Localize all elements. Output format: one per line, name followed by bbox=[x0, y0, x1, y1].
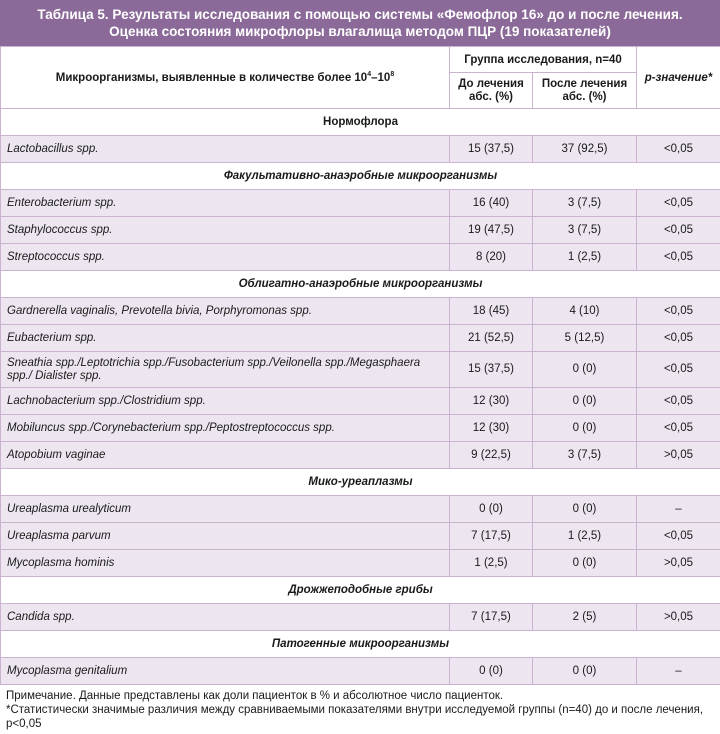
table-row bbox=[1, 244, 720, 271]
cell-organism: Mobiluncus spp./Corynebacterium spp./Peptostreptococcus spp. bbox=[1, 415, 450, 442]
cell-organism: Lactobacillus spp. bbox=[1, 136, 450, 163]
table-title-line1: Таблица 5. Результаты исследования с помощью системы «Фемофлор 16» до и после лечения. bbox=[37, 7, 683, 22]
cell-p-value: – bbox=[637, 658, 720, 685]
cell-p-value: <0,05 bbox=[637, 136, 720, 163]
cell-p-value: <0,05 bbox=[637, 190, 720, 217]
cell-after: 0 (0) bbox=[533, 550, 637, 577]
cell-before: 0 (0) bbox=[450, 496, 533, 523]
header-group: Группа исследования, n=40 bbox=[450, 47, 637, 73]
cell-after: 3 (7,5) bbox=[533, 190, 637, 217]
table-row bbox=[1, 523, 720, 550]
cell-after: 0 (0) bbox=[533, 658, 637, 685]
cell-organism: Gardnerella vaginalis, Prevotella bivia, Porphyromonas spp. bbox=[1, 298, 450, 325]
header-before-line1: До лечения bbox=[458, 77, 524, 90]
table-row bbox=[1, 352, 720, 388]
cell-organism: Mycoplasma genitalium bbox=[1, 658, 450, 685]
section-title: Нормофлора bbox=[1, 109, 720, 136]
cell-before: 18 (45) bbox=[450, 298, 533, 325]
cell-p-value: <0,05 bbox=[637, 325, 720, 352]
cell-before: 21 (52,5) bbox=[450, 325, 533, 352]
data-table bbox=[0, 46, 720, 685]
section-header-row bbox=[1, 469, 720, 496]
cell-before: 9 (22,5) bbox=[450, 442, 533, 469]
cell-after: 1 (2,5) bbox=[533, 523, 637, 550]
cell-p-value: >0,05 bbox=[637, 604, 720, 631]
table-row bbox=[1, 550, 720, 577]
cell-after: 0 (0) bbox=[533, 388, 637, 415]
table-row bbox=[1, 442, 720, 469]
cell-before: 0 (0) bbox=[450, 658, 533, 685]
cell-before: 12 (30) bbox=[450, 388, 533, 415]
section-header-row bbox=[1, 631, 720, 658]
table-row bbox=[1, 136, 720, 163]
cell-before: 1 (2,5) bbox=[450, 550, 533, 577]
cell-p-value: <0,05 bbox=[637, 352, 720, 388]
header-col1-mid: –10 bbox=[371, 71, 391, 84]
cell-before: 8 (20) bbox=[450, 244, 533, 271]
table-title bbox=[0, 0, 720, 46]
section-header-row bbox=[1, 577, 720, 604]
cell-organism: Mycoplasma hominis bbox=[1, 550, 450, 577]
table-row bbox=[1, 496, 720, 523]
cell-before: 15 (37,5) bbox=[450, 136, 533, 163]
table-notes bbox=[0, 685, 720, 731]
cell-p-value: <0,05 bbox=[637, 217, 720, 244]
table-row bbox=[1, 217, 720, 244]
cell-organism: Atopobium vaginae bbox=[1, 442, 450, 469]
header-microorganisms bbox=[1, 47, 450, 109]
cell-organism: Sneathia spp./Leptotrichia spp./Fusobacterium spp./Veilonella spp./Megasphaera spp./ Dialister spp. bbox=[1, 352, 450, 388]
section-header-row bbox=[1, 109, 720, 136]
note-line1: Примечание. Данные представлены как доли пациенток в % и абсолютное число пациенток. bbox=[6, 690, 504, 702]
cell-after: 1 (2,5) bbox=[533, 244, 637, 271]
table-row bbox=[1, 298, 720, 325]
header-before-line2: абс. (%) bbox=[468, 90, 514, 103]
table-header bbox=[1, 47, 720, 109]
cell-after: 3 (7,5) bbox=[533, 217, 637, 244]
cell-p-value: <0,05 bbox=[637, 298, 720, 325]
cell-p-value: <0,05 bbox=[637, 415, 720, 442]
cell-organism: Staphylococcus spp. bbox=[1, 217, 450, 244]
section-title: Облигатно-анаэробные микроорганизмы bbox=[1, 271, 720, 298]
cell-before: 12 (30) bbox=[450, 415, 533, 442]
cell-p-value: <0,05 bbox=[637, 523, 720, 550]
table-row bbox=[1, 604, 720, 631]
table-row bbox=[1, 388, 720, 415]
cell-before: 7 (17,5) bbox=[450, 604, 533, 631]
section-title: Факультативно-анаэробные микроорганизмы bbox=[1, 163, 720, 190]
cell-before: 19 (47,5) bbox=[450, 217, 533, 244]
header-after bbox=[533, 73, 637, 109]
table-row bbox=[1, 325, 720, 352]
cell-before: 16 (40) bbox=[450, 190, 533, 217]
cell-before: 7 (17,5) bbox=[450, 523, 533, 550]
cell-after: 2 (5) bbox=[533, 604, 637, 631]
cell-before: 15 (37,5) bbox=[450, 352, 533, 388]
cell-organism: Lachnobacterium spp./Clostridium spp. bbox=[1, 388, 450, 415]
section-title: Дрожжеподобные грибы bbox=[1, 577, 720, 604]
table-row bbox=[1, 190, 720, 217]
table-title-line2: Оценка состояния микрофлоры влагалища методом ПЦР (19 показателей) bbox=[109, 24, 611, 39]
cell-after: 0 (0) bbox=[533, 415, 637, 442]
cell-p-value: <0,05 bbox=[637, 388, 720, 415]
cell-after: 4 (10) bbox=[533, 298, 637, 325]
table-row bbox=[1, 658, 720, 685]
header-p-value: p-значение* bbox=[637, 47, 720, 109]
note-line2: *Статистически значимые различия между сравниваемыми показателями внутри исследуемой группы (n=40) до и после лечения, p<0,05 bbox=[6, 704, 704, 730]
section-header-row bbox=[1, 163, 720, 190]
header-after-line2: абс. (%) bbox=[562, 90, 607, 103]
cell-organism: Streptococcus spp. bbox=[1, 244, 450, 271]
cell-after: 0 (0) bbox=[533, 496, 637, 523]
cell-after: 37 (92,5) bbox=[533, 136, 637, 163]
cell-organism: Eubacterium spp. bbox=[1, 325, 450, 352]
header-col1-text: Микроорганизмы, выявленные в количестве более 10 bbox=[55, 71, 368, 84]
table-row bbox=[1, 415, 720, 442]
header-col1-sup1: 4 bbox=[367, 71, 372, 79]
cell-organism: Enterobacterium spp. bbox=[1, 190, 450, 217]
cell-organism: Ureaplasma urealyticum bbox=[1, 496, 450, 523]
table-body bbox=[1, 109, 720, 685]
section-title: Мико-уреаплазмы bbox=[1, 469, 720, 496]
header-col1-sup2: 8 bbox=[390, 71, 395, 79]
section-header-row bbox=[1, 271, 720, 298]
section-title: Патогенные микроорганизмы bbox=[1, 631, 720, 658]
cell-organism: Candida spp. bbox=[1, 604, 450, 631]
cell-after: 0 (0) bbox=[533, 352, 637, 388]
cell-p-value: – bbox=[637, 496, 720, 523]
cell-after: 5 (12,5) bbox=[533, 325, 637, 352]
cell-p-value: <0,05 bbox=[637, 244, 720, 271]
cell-after: 3 (7,5) bbox=[533, 442, 637, 469]
header-after-line1: После лечения bbox=[541, 77, 628, 90]
cell-p-value: >0,05 bbox=[637, 550, 720, 577]
cell-p-value: >0,05 bbox=[637, 442, 720, 469]
header-before bbox=[450, 73, 533, 109]
cell-organism: Ureaplasma parvum bbox=[1, 523, 450, 550]
